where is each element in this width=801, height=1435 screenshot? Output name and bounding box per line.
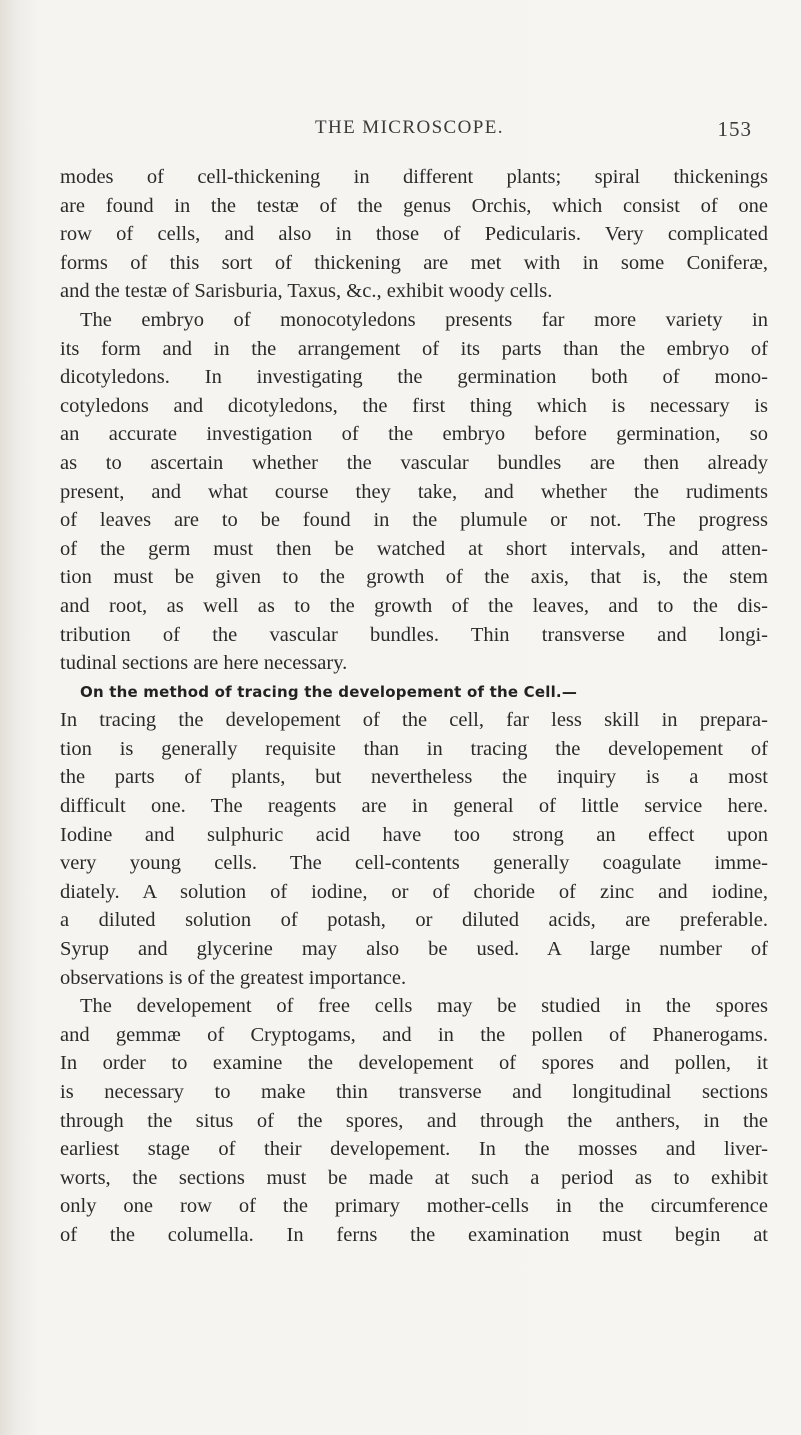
page-header [60,117,760,143]
text-line: an accurate investigation of the embryo before germination, so [60,423,768,446]
text-line: cotyledons and dicotyledons, the first thing which is necessary is [60,394,768,417]
text-line: The developement of free cells may be studied in the spores [80,995,768,1018]
text-line: dicotyledons. In investigating the germination both of mono- [60,366,768,389]
text-line: observations is of the greatest importance. [60,966,407,989]
text-line: tribution of the vascular bundles. Thin transverse and longi- [60,623,768,646]
text-line: modes of cell-thickening in different plants; spiral thickenings [60,166,768,188]
text-line: is necessary to make thin transverse and longitudinal sections [60,1081,768,1103]
section-heading: On the method of tracing the developement of the Cell.— [80,682,578,701]
text-line: row of cells, and also in those of Pedicularis. Very complicated [60,223,768,246]
text-line: present, and what course they take, and whether the rudiments [60,480,768,503]
text-line: are found in the testæ of the genus Orchis, which consist of one [60,194,768,217]
page-number: 153 [717,117,752,141]
text-line: In order to examine the developement of spores and pollen, it [60,1052,768,1075]
running-head: THE MICROSCOPE. [315,117,504,138]
text-line: only one row of the primary mother-cells in the circumference [60,1195,768,1218]
text-line: tion must be given to the growth of the axis, that is, the stem [60,566,768,589]
text-line: forms of this sort of thickening are met with in some Coniferæ, [60,251,768,274]
text-line: and the testæ of Sarisburia, Taxus, &c., exhibit woody cells. [60,280,553,303]
text-line: of the columella. In ferns the examination must begin at [60,1223,768,1246]
text-line: and root, as well as to the growth of the leaves, and to the dis- [60,594,768,617]
text-line: of the germ must then be watched at short intervals, and atten- [60,537,768,560]
text-line: difficult one. The reagents are in general of little service here. [60,795,768,818]
text-line: worts, the sections must be made at such a period as to exhibit [60,1166,768,1189]
text-line: the parts of plants, but nevertheless the inquiry is a most [60,766,768,789]
text-line: Syrup and glycerine may also be used. A large number of [60,938,768,961]
text-line: tudinal sections are here necessary. [60,652,348,675]
text-line: In tracing the developement of the cell, far less skill in prepara- [60,709,768,732]
text-line: Iodine and sulphuric acid have too strong an effect upon [60,823,768,846]
text-line: very young cells. The cell-contents generally coagulate imme- [60,852,768,875]
text-line: The embryo of monocotyledons presents far more variety in [80,308,768,331]
text-line: its form and in the arrangement of its parts than the embryo of [60,337,768,360]
body-text [60,163,768,1250]
text-line: earliest stage of their developement. In the mosses and liver- [60,1138,768,1161]
text-line: tion is generally requisite than in tracing the developement of [60,737,768,760]
text-line: through the situs of the spores, and through the anthers, in the [60,1109,768,1132]
text-line: diately. A solution of iodine, or of choride of zinc and iodine, [60,880,768,903]
text-line: as to ascertain whether the vascular bundles are then already [60,451,768,474]
text-line: a diluted solution of potash, or diluted acids, are preferable. [60,909,768,932]
text-line: of leaves are to be found in the plumule or not. The progress [60,509,768,532]
text-line: and gemmæ of Cryptogams, and in the pollen of Phanerogams. [60,1023,768,1046]
